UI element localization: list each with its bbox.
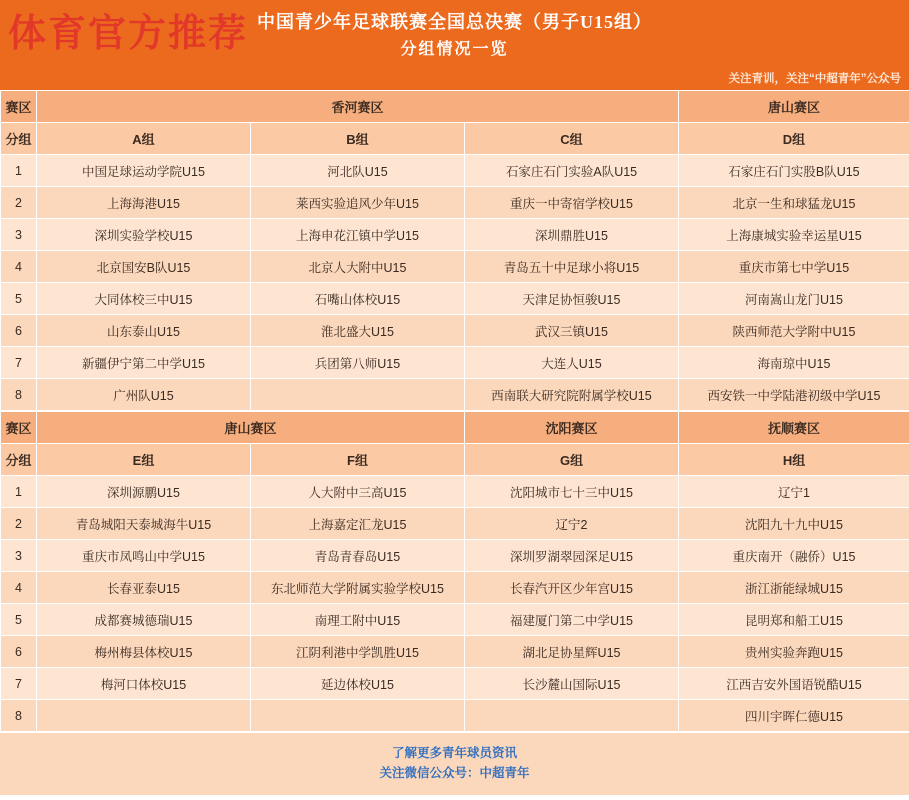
team-cell: 石家庄石门实验A队U15: [465, 155, 679, 187]
group-g: G组: [465, 444, 679, 476]
team-cell: 梅河口体校U15: [37, 668, 251, 700]
zone-header-row-1: [1, 91, 909, 123]
team-cell: 石家庄石门实股B队U15: [679, 155, 909, 187]
team-cell: 北京国安B队U15: [37, 251, 251, 283]
team-cell: 上海康城实验幸运星U15: [679, 219, 909, 251]
zone-name-fushun: 抚顺赛区: [679, 412, 909, 444]
team-cell: [37, 700, 251, 732]
team-cell: 淮北盛大U15: [251, 315, 465, 347]
zone-name-tangshan-2: 唐山赛区: [37, 412, 465, 444]
table-row: [1, 315, 909, 347]
zone-name-tangshan: 唐山赛区: [679, 91, 909, 123]
watermark-text: 体育官方推荐: [8, 13, 249, 55]
table-row: [1, 187, 909, 219]
table-row: [1, 700, 909, 732]
team-cell: 重庆一中寄宿学校U15: [465, 187, 679, 219]
team-cell: 重庆市第七中学U15: [679, 251, 909, 283]
team-cell: 辽宁1: [679, 476, 909, 508]
footer-line-1: 了解更多青年球员资讯: [391, 746, 517, 760]
row-index: 6: [1, 315, 37, 347]
team-cell: 重庆南开（融侨）U15: [679, 540, 909, 572]
team-cell: 南理工附中U15: [251, 604, 465, 636]
row-index: 5: [1, 604, 37, 636]
team-cell: 陕西师范大学附中U15: [679, 315, 909, 347]
team-cell: 青岛五十中足球小将U15: [465, 251, 679, 283]
team-cell: 海南琼中U15: [679, 347, 909, 379]
team-cell: 北京人大附中U15: [251, 251, 465, 283]
zone-label: 赛区: [1, 412, 37, 444]
table-row: [1, 251, 909, 283]
zone-name-xianghe: 香河赛区: [37, 91, 679, 123]
team-cell: 四川宇晖仁德U15: [679, 700, 909, 732]
team-cell: 莱西实验追风少年U15: [251, 187, 465, 219]
row-index: 8: [1, 379, 37, 411]
team-cell: 青岛城阳天泰城海牛U15: [37, 508, 251, 540]
zone-name-shenyang: 沈阳赛区: [465, 412, 679, 444]
row-index: 2: [1, 508, 37, 540]
row-index: 7: [1, 668, 37, 700]
team-cell: 大同体校三中U15: [37, 283, 251, 315]
team-cell: 河北队U15: [251, 155, 465, 187]
team-cell: 成都赛城德瑞U15: [37, 604, 251, 636]
table-row: [1, 572, 909, 604]
group-header-row-2: [1, 444, 909, 476]
team-cell: 福建厦门第二中学U15: [465, 604, 679, 636]
row-index: 1: [1, 155, 37, 187]
table-row: [1, 668, 909, 700]
group-d: D组: [679, 123, 909, 155]
table-row: [1, 508, 909, 540]
team-cell: 青岛青春岛U15: [251, 540, 465, 572]
row-index: 6: [1, 636, 37, 668]
team-cell: 兵团第八师U15: [251, 347, 465, 379]
team-cell: 梅州梅县体校U15: [37, 636, 251, 668]
team-cell: 武汉三镇U15: [465, 315, 679, 347]
zone-header-row-2: [1, 412, 909, 444]
poster-header: [0, 0, 909, 90]
group-a: A组: [37, 123, 251, 155]
page-title: 中国青少年足球联赛全国总决赛（男子U15组）: [257, 12, 652, 32]
footer-line-2: 关注微信公众号：中超青年: [379, 766, 530, 780]
team-cell: [251, 379, 465, 411]
team-cell: 深圳鼎胜U15: [465, 219, 679, 251]
team-cell: 深圳源鹏U15: [37, 476, 251, 508]
team-cell: [465, 700, 679, 732]
team-cell: 天津足协恒骏U15: [465, 283, 679, 315]
group-f: F组: [251, 444, 465, 476]
team-cell: 上海海港U15: [37, 187, 251, 219]
team-cell: 湖北足协星辉U15: [465, 636, 679, 668]
page-subtitle: 分组情况一览: [400, 41, 509, 58]
team-cell: 深圳罗湖翠园深足U15: [465, 540, 679, 572]
team-cell: 中国足球运动学院U15: [37, 155, 251, 187]
team-cell: 重庆市凤鸣山中学U15: [37, 540, 251, 572]
zone-label: 赛区: [1, 91, 37, 123]
team-cell: 东北师范大学附属实验学校U15: [251, 572, 465, 604]
row-index: 7: [1, 347, 37, 379]
row-index: 4: [1, 572, 37, 604]
table-row: [1, 379, 909, 411]
team-cell: 昆明郑和船工U15: [679, 604, 909, 636]
team-cell: 石嘴山体校U15: [251, 283, 465, 315]
team-cell: 新疆伊宁第二中学U15: [37, 347, 251, 379]
header-note: 关注青训，关注“中超青年”公众号: [728, 73, 901, 85]
table-row: [1, 219, 909, 251]
team-cell: 上海嘉定汇龙U15: [251, 508, 465, 540]
team-cell: 沈阳城市七十三中U15: [465, 476, 679, 508]
group-label: 分组: [1, 444, 37, 476]
team-cell: 人大附中三高U15: [251, 476, 465, 508]
team-cell: 长春汽开区少年宫U15: [465, 572, 679, 604]
team-cell: 西南联大研究院附属学校U15: [465, 379, 679, 411]
row-index: 3: [1, 219, 37, 251]
team-cell: 河南嵩山龙门U15: [679, 283, 909, 315]
table-row: [1, 604, 909, 636]
team-cell: 贵州实验奔跑U15: [679, 636, 909, 668]
team-cell: 上海申花江镇中学U15: [251, 219, 465, 251]
row-index: 5: [1, 283, 37, 315]
team-cell: 深圳实验学校U15: [37, 219, 251, 251]
table-row: [1, 347, 909, 379]
table-row: [1, 283, 909, 315]
team-cell: 长沙麓山国际U15: [465, 668, 679, 700]
team-cell: 浙江浙能绿城U15: [679, 572, 909, 604]
row-index: 1: [1, 476, 37, 508]
team-cell: 广州队U15: [37, 379, 251, 411]
team-cell: 辽宁2: [465, 508, 679, 540]
group-table-block-1: [0, 90, 909, 411]
team-cell: 沈阳九十九中U15: [679, 508, 909, 540]
group-table-block-2: [0, 411, 909, 732]
group-c: C组: [465, 123, 679, 155]
table-row: [1, 540, 909, 572]
poster-footer: [0, 732, 909, 795]
group-b: B组: [251, 123, 465, 155]
table-row: [1, 476, 909, 508]
team-cell: 大连人U15: [465, 347, 679, 379]
team-cell: 延边体校U15: [251, 668, 465, 700]
team-cell: 山东泰山U15: [37, 315, 251, 347]
team-cell: 北京一生和球猛龙U15: [679, 187, 909, 219]
team-cell: 江阴利港中学凯胜U15: [251, 636, 465, 668]
table-row: [1, 155, 909, 187]
group-label: 分组: [1, 123, 37, 155]
team-cell: [251, 700, 465, 732]
row-index: 8: [1, 700, 37, 732]
team-cell: 江西吉安外国语锐酷U15: [679, 668, 909, 700]
team-cell: 西安铁一中学陆港初级中学U15: [679, 379, 909, 411]
row-index: 4: [1, 251, 37, 283]
team-cell: 长春亚泰U15: [37, 572, 251, 604]
row-index: 3: [1, 540, 37, 572]
row-index: 2: [1, 187, 37, 219]
group-header-row-1: [1, 123, 909, 155]
group-e: E组: [37, 444, 251, 476]
group-h: H组: [679, 444, 909, 476]
table-row: [1, 636, 909, 668]
